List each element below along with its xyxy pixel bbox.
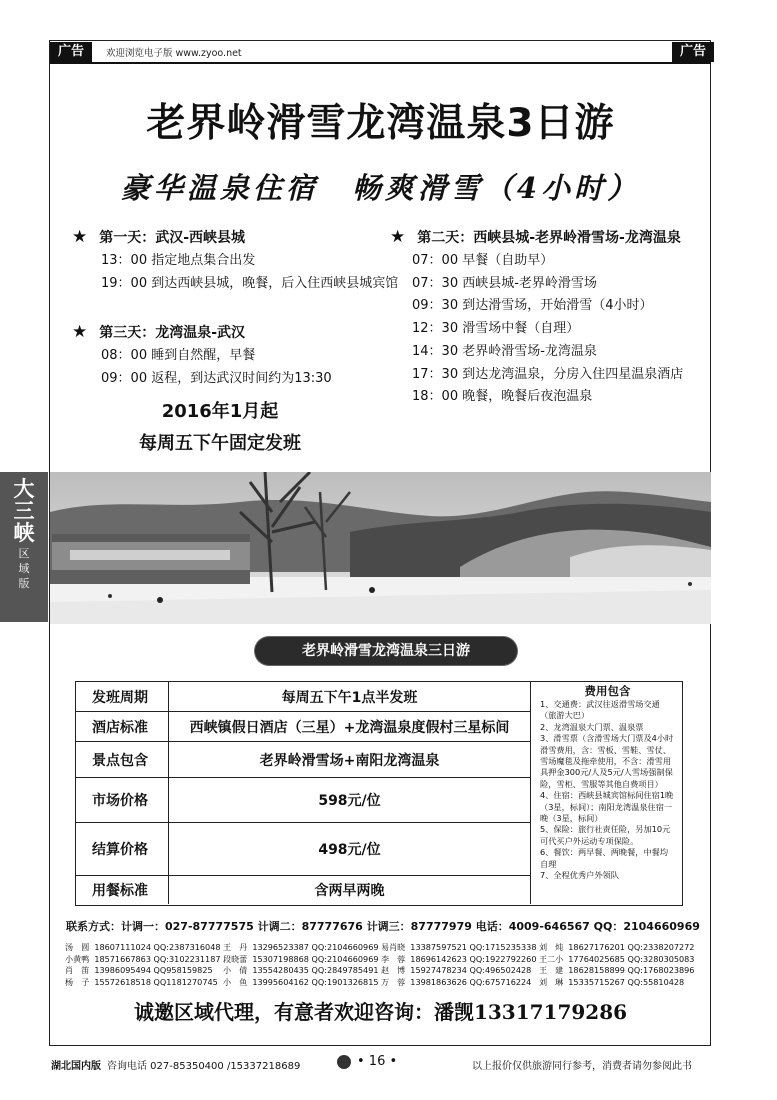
list-item: 13：00 指定地点集合出发 [101,253,256,268]
fee-item: 3、滑雪票（含滑雪场大门票及4小时滑雪费用，含：雪板、雪鞋、雪仗、雪场魔毯及拖牵使用，不含：滑雪用具押金300元/人及5元/人雪场强制保险，雪柜、雪服等其他自费项目） [540,733,674,789]
header-rule [50,62,711,64]
fees-title: 费用包含 [584,684,631,698]
side-tab-region-name: 大 三 峡 [13,476,35,545]
list-item: 19：00 到达西峡县城，晚餐，后入住西峡县城宾馆 [101,275,399,291]
page-badge-icon [337,1055,351,1069]
list-item: 09：00 返程，到达武汉时间约为13:30 [101,370,332,386]
star-icon: ★ [390,227,406,247]
list-item: 08：00 睡到自然醒，早餐 [101,348,256,363]
table-row [76,742,531,778]
day3-schedule [101,345,332,390]
footer-phone: 咨询电话 027-85350400 /15337218689 [107,1061,301,1072]
contact-line: 联系方式：计调一：027-87777575 计调二：87777676 计调三：87777979 电话：4009-646567 QQ：2104660969 [66,920,700,933]
welcome-text[interactable]: 欢迎浏览电子版 www.zyoo.net [106,48,242,59]
fees-included [533,682,681,904]
ad-label-left: 广告 [50,42,92,62]
fee-item: 7、全程优秀户外领队 [540,870,619,881]
star-icon: ★ [72,322,88,342]
day3-heading: ★ 第三天：龙湾温泉-武汉 [72,322,246,342]
fee-item: 6、餐饮：两早餐、两晚餐，中餐均自理 [540,847,669,869]
ski-resort-illustration [50,472,711,624]
list-item: 07：00 早餐（自助早） [412,253,554,268]
schedule-start-note: 2016年1月起 每周五下午固定发班 [139,401,301,454]
star-icon: ★ [72,227,88,247]
row-value: 每周五下午1点半发班 [169,682,531,711]
row-label: 市场价格 [76,778,169,822]
day1-heading: ★ 第一天：武汉-西峡县城 [72,227,246,247]
row-value: 老界岭滑雪场+南阳龙湾温泉 [169,742,531,777]
table-row: 肖 笛 13986095494 QQ958159825 小 倩 13554280435 QQ:2849785491 赵 博 15927478234 QQ:496502428 王 建 18628158899 QQ:1768023896 [65,965,695,976]
price-table [75,681,683,906]
list-item: 12：30 滑雪场中餐（自理） [412,321,580,337]
list-item: 09：30 到达滑雪场，开始滑雪（4小时） [412,298,653,314]
ad-label-right: 广告 [672,42,714,62]
page-subtitle: 豪华温泉住宿 畅爽滑雪（4小时） [120,171,641,205]
table-row [76,876,531,904]
row-value: 含两早两晚 [169,876,531,904]
list-item: 14：30 老界岭滑雪场-龙湾温泉 [412,343,597,359]
fee-item: 4、住宿：西峡县城宾馆标间住宿1晚（3星，标间）；南阳龙湾温泉住宿一晚（3星，标间） [540,790,674,824]
table-row [76,823,531,876]
table-row [76,682,531,712]
agent-directory [65,942,697,988]
row-value: 498元/位 [169,823,531,875]
ski-resort-photo [50,472,711,624]
table-row [76,712,531,742]
fee-item: 2、龙湾温泉大门票、温泉票 [540,721,644,732]
row-label: 用餐标准 [76,876,169,904]
list-item: 18：00 晚餐，晚餐后夜泡温泉 [412,389,593,405]
footer-left [51,1057,300,1072]
row-label: 景点包含 [76,742,169,777]
page-title: 老界岭滑雪龙湾温泉3日游 [146,101,615,146]
fee-item: 1、交通费：武汉往返滑雪场交通（旅游大巴） [540,699,660,721]
day2-heading: ★ 第二天：西峡县城-老界岭滑雪场-龙湾温泉 [390,227,681,247]
list-item: 07：30 西峡县城-老界岭滑雪场 [412,275,597,291]
day2-schedule [412,250,683,409]
day1-schedule [101,250,398,295]
row-value: 西峡镇假日酒店（三星）+龙湾温泉度假村三星标间 [169,712,531,741]
product-title-pill: 老界岭滑雪龙湾温泉三日游 [255,637,517,665]
table-row: 杨 子 15572618518 QQ1181270745 小 鱼 13995604162 QQ:1901326815 万 蓉 13981863626 QQ:675716224 刘 琳 15335715267 QQ:55810428 [65,976,685,987]
fee-item: 5、保险：旅行社责任险，另加10元可代买户外运动专项保险。 [540,824,671,846]
table-row [76,778,531,823]
side-tab-edition: 区 域 版 [18,547,30,590]
page-number: • 16 • [337,1054,397,1069]
row-label: 结算价格 [76,823,169,875]
row-label: 酒店标准 [76,712,169,741]
agent-invitation: 诚邀区域代理，有意者欢迎咨询：潘觊13317179286 [133,1000,628,1024]
list-item: 17：30 到达龙湾温泉，分房入住四星温泉酒店 [412,366,684,382]
row-value: 598元/位 [169,778,531,822]
region-side-tab [0,472,48,622]
edition-label: 湖北国内版 [51,1061,101,1072]
row-label: 发班周期 [76,682,169,711]
footer-disclaimer: 以上报价仅供旅游同行参考，消费者请勿参阅此书 [472,1061,692,1072]
table-row: 汤 圆 18607111024 QQ:2387316048 王 丹 13296523387 QQ:2104660969 易肖晓 13387597521 QQ:1715235338 刘 炖 18627176201 QQ:2338207272 [65,942,695,952]
table-row: 小黄鸭 18571667863 QQ:3102231187 段晓蕾 15307198868 QQ:2104660969 李 蓉 18696142623 QQ:1922792260 王二小 17764025685 QQ:3280305083 [65,953,695,964]
